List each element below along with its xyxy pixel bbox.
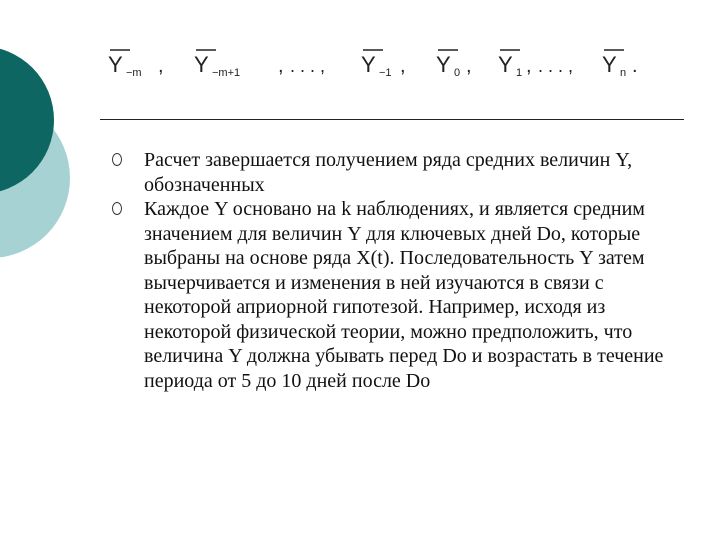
formula-base: Y <box>361 52 376 77</box>
formula-subscript: 1 <box>516 67 523 79</box>
formula-term <box>194 50 284 79</box>
bullet-circle-icon <box>112 153 122 166</box>
svg-text:,: , <box>158 55 164 77</box>
formula-term <box>108 50 164 79</box>
list-item <box>112 197 692 393</box>
formula-subscript: −1 <box>379 67 392 79</box>
formula-base: Y <box>108 52 123 77</box>
formula-subscript: 0 <box>454 67 461 79</box>
formula-ellipsis: . . . , <box>538 56 574 76</box>
formula-subscript: −m <box>126 67 142 79</box>
list-item <box>112 148 692 197</box>
formula-subscript: n <box>620 67 627 79</box>
svg-text:.: . <box>632 55 638 77</box>
formula-ellipsis: . . . , <box>290 56 326 76</box>
bullet-circle-icon <box>112 202 122 215</box>
svg-text:,: , <box>278 55 284 77</box>
sequence-formula <box>108 42 668 82</box>
bullet-text: Каждое Y основано на k наблюдениях, и является средним значением для величин Y для ключевых дней Do, которые выбраны на основе ряда X(t). Последовательность Y затем вычерчивается и изменения в ней изучаются в связи с некоторой априорной гипотезой. Например, исходя из некоторой физической теории, можно предположить, что величина Y должна убывать перед Do и возрастать в течение периода от 5 до 10 дней после Do <box>144 198 664 392</box>
formula-subscript: −m+1 <box>212 67 241 79</box>
formula-base: Y <box>436 52 451 77</box>
svg-text:,: , <box>466 55 472 77</box>
formula-term <box>361 50 406 79</box>
formula-base: Y <box>498 52 513 77</box>
formula-term <box>498 50 532 79</box>
formula-term <box>602 50 638 79</box>
formula-term <box>436 50 472 79</box>
bullet-list <box>112 148 692 393</box>
svg-text:,: , <box>400 55 406 77</box>
decorative-circles <box>0 0 90 300</box>
horizontal-rule <box>100 119 684 120</box>
formula-base: Y <box>602 52 617 77</box>
formula-base: Y <box>194 52 209 77</box>
bullet-text: Расчет завершается получением ряда средних величин Y, обозначенных <box>144 149 633 196</box>
svg-text:,: , <box>526 55 532 77</box>
